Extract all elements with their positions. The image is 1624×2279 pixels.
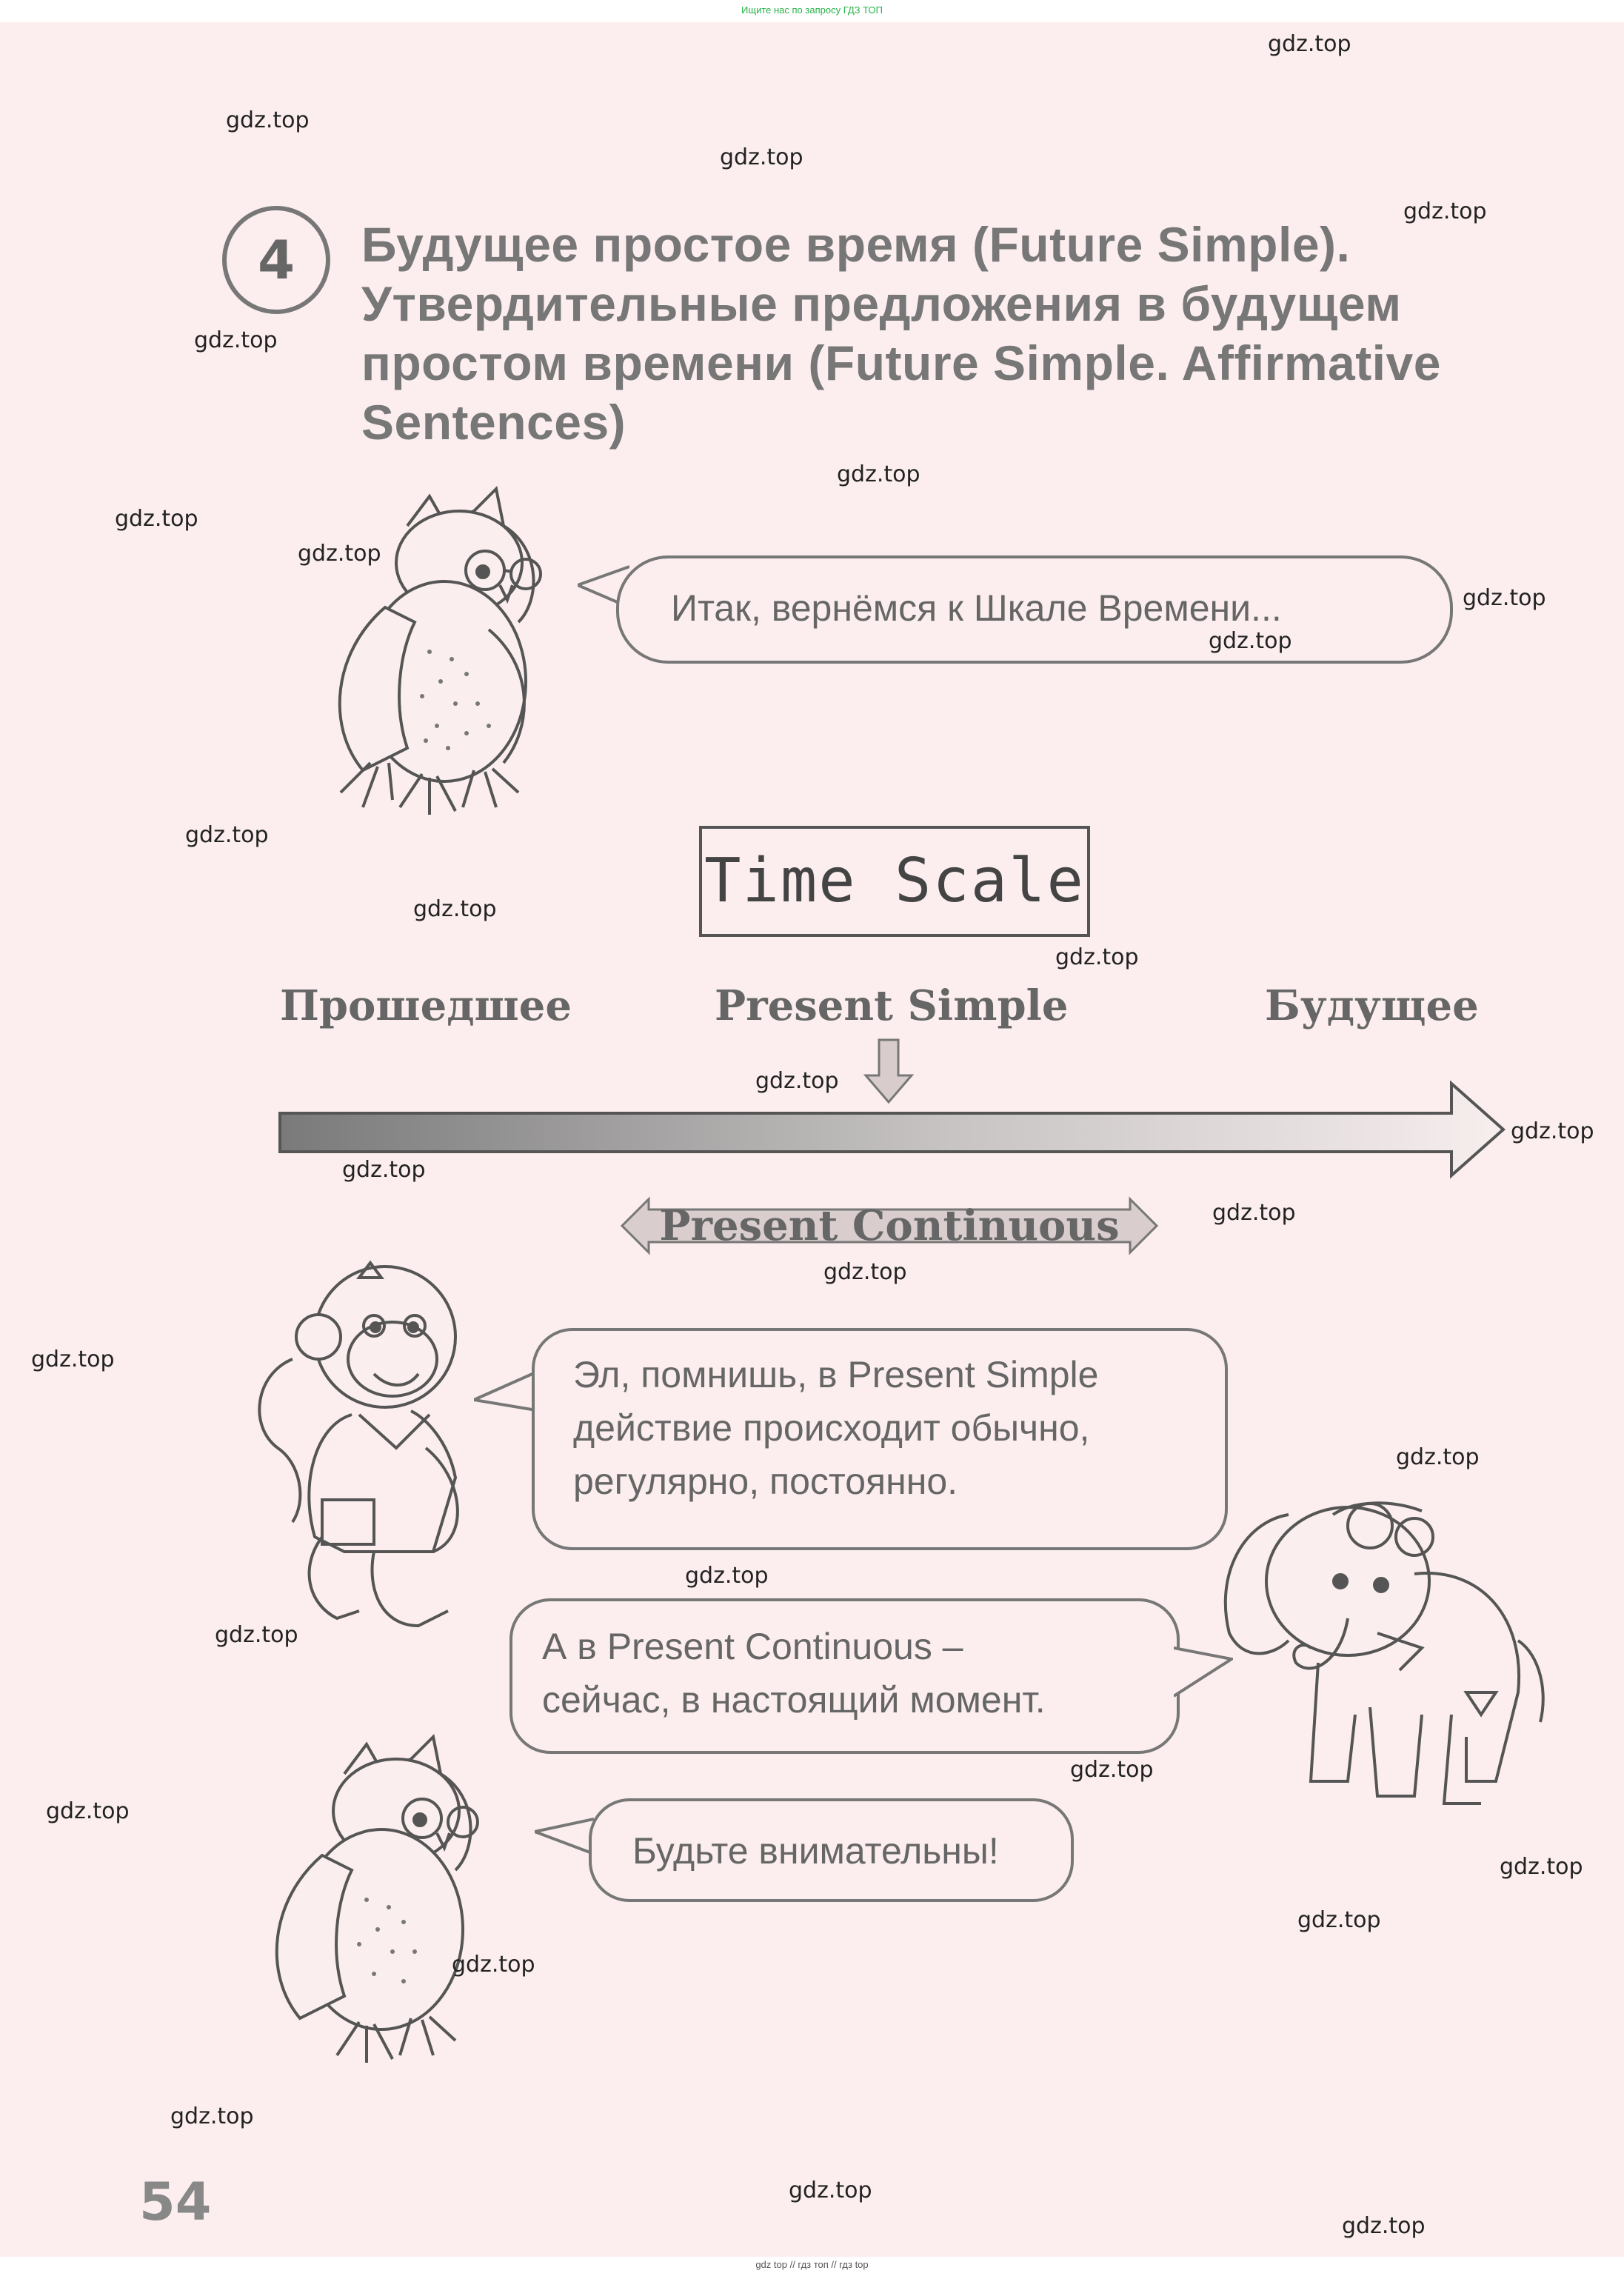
watermark: gdz.top — [1209, 628, 1292, 654]
watermark: gdz.top — [226, 107, 310, 133]
watermark: gdz.top — [46, 1798, 130, 1824]
watermark: gdz.top — [1070, 1757, 1154, 1783]
watermark: gdz.top — [215, 1622, 298, 1648]
watermark: gdz.top — [31, 1347, 115, 1372]
watermark: gdz.top — [1500, 1854, 1583, 1880]
timeline-arrow — [274, 1078, 1511, 1181]
owl-illustration-bottom — [263, 1729, 507, 2070]
owl-speech-text-top: Итак, вернёмся к Шкале Времени... — [671, 587, 1282, 629]
top-banner-note[interactable]: Ищите нас по запросу ГДЗ ТОП — [741, 4, 883, 16]
watermark: gdz.top — [1297, 1907, 1381, 1933]
section-title-line-1: Будущее простое время (Future Simple). — [361, 217, 1351, 272]
watermark: gdz.top — [720, 144, 803, 170]
speech-bubble-tail — [474, 1367, 541, 1426]
owl-illustration-top — [318, 481, 570, 822]
timeline-label-present: Present Simple — [715, 981, 1069, 1030]
watermark: gdz.top — [1463, 585, 1546, 611]
watermark: gdz.top — [823, 1259, 907, 1285]
watermark: gdz.top — [413, 896, 497, 922]
monkey-speech-line-1: Эл, помнишь, в Present Simple — [573, 1354, 1099, 1395]
watermark: gdz.top — [194, 327, 278, 353]
watermark: gdz.top — [685, 1563, 769, 1589]
monkey-speech-bubble — [532, 1328, 1228, 1550]
monkey-speech-line-2: действие происходит обычно, — [573, 1407, 1090, 1449]
owl-speech-bubble-top — [616, 555, 1453, 664]
elephant-speech-bubble — [509, 1598, 1180, 1754]
timeline-label-past: Прошедшее — [280, 981, 572, 1030]
present-continuous-label: Present Continuous — [659, 1201, 1120, 1250]
watermark: gdz.top — [1212, 1200, 1296, 1226]
monkey-illustration — [248, 1255, 485, 1648]
watermark: gdz.top — [1268, 31, 1351, 57]
watermark: gdz.top — [789, 2178, 872, 2203]
watermark: gdz.top — [342, 1157, 426, 1183]
section-title-line-2: Утвердительные предложения в будущем — [361, 276, 1402, 331]
bottom-banner-note[interactable]: gdz top // гдз топ // гдз top — [755, 2259, 869, 2270]
time-scale-title: Time Scale — [699, 826, 1090, 937]
watermark: gdz.top — [170, 2103, 254, 2129]
watermark: gdz.top — [755, 1068, 839, 1094]
watermark: gdz.top — [185, 822, 269, 848]
section-title-line-4: Sentences) — [361, 395, 626, 450]
textbook-page — [0, 22, 1624, 2257]
elephant-illustration — [1200, 1470, 1570, 1833]
watermark: gdz.top — [1511, 1118, 1594, 1144]
watermark: gdz.top — [1342, 2213, 1426, 2239]
speech-bubble-tail — [535, 1813, 594, 1865]
page-number: 54 — [139, 2172, 212, 2232]
elephant-speech-line-2: сейчас, в настоящий момент. — [542, 1679, 1046, 1721]
elephant-speech-line-1: А в Present Continuous – — [542, 1626, 963, 1667]
timeline-label-future: Будущее — [1265, 981, 1479, 1030]
watermark: gdz.top — [1396, 1444, 1480, 1470]
owl-speech-text-bottom: Будьте внимательны! — [632, 1830, 999, 1872]
watermark: gdz.top — [1403, 198, 1487, 224]
owl-speech-bubble-bottom — [589, 1798, 1074, 1902]
watermark: gdz.top — [1055, 944, 1139, 970]
watermark: gdz.top — [115, 506, 198, 532]
section-title-line-3: простом времени (Future Simple. Affirmative — [361, 336, 1441, 390]
watermark: gdz.top — [452, 1952, 535, 1978]
watermark: gdz.top — [837, 461, 920, 487]
watermark: gdz.top — [298, 541, 381, 567]
section-number-badge: 4 — [222, 206, 330, 314]
monkey-speech-line-3: регулярно, постоянно. — [573, 1461, 958, 1502]
